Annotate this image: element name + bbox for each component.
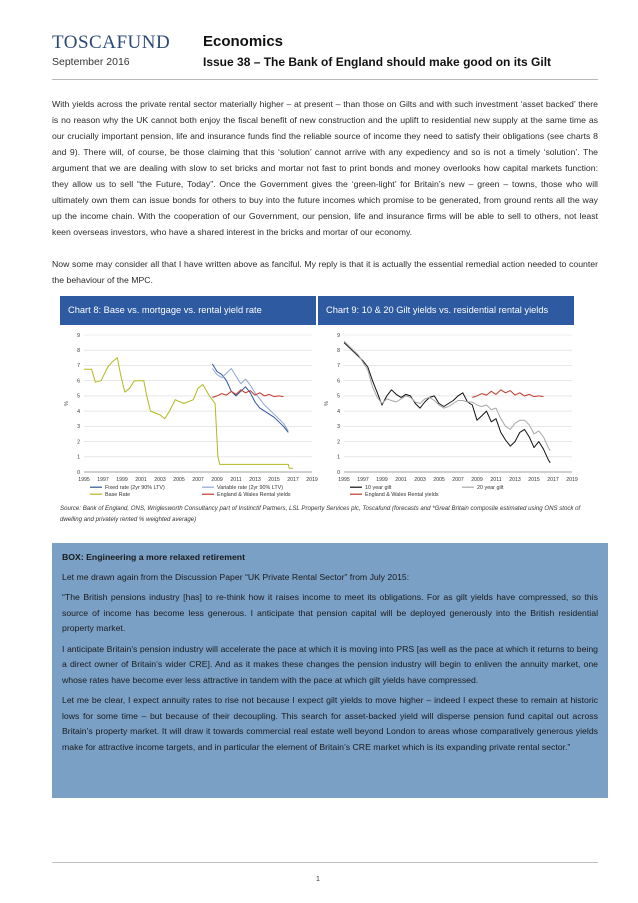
chart9-x-tick-label: 2011 — [490, 477, 502, 483]
chart8-x-tick-label: 1999 — [116, 477, 128, 483]
chart9-y-tick-label: 8 — [337, 348, 340, 355]
chart8-y-tick-label: 7 — [77, 363, 80, 370]
chart8-x-tick-label: 1995 — [78, 477, 90, 483]
chart9-x-tick-label: 2019 — [566, 477, 578, 483]
chart8-x-tick-label: 2003 — [154, 477, 166, 483]
chart8-legend-label: Variable rate (2yr 90% LTV) — [217, 485, 284, 491]
chart8-y-tick-label: 3 — [77, 424, 80, 431]
chart8-x-tick-label: 2009 — [211, 477, 223, 483]
chart8-legend-label: England & Wales Rental yields — [217, 492, 291, 498]
chart8-y-tick-label: 6 — [77, 378, 80, 385]
chart9-series-line-3 — [472, 390, 543, 398]
chart8-y-tick-label: 5 — [77, 393, 80, 400]
box-paragraph: Let me drawn again from the Discussion Paper “UK Private Rental Sector” from July 2015: — [62, 571, 410, 582]
chart8-y-tick-label: 4 — [77, 408, 80, 415]
chart8-y-tick-label: 8 — [77, 348, 80, 355]
chart8-x-tick-label: 2015 — [268, 477, 280, 483]
chart8-x-tick-label: 2017 — [287, 477, 299, 483]
chart8-y-tick-label: 0 — [77, 469, 80, 476]
chart9-y-tick-label: 2 — [337, 439, 340, 446]
chart8-x-tick-label: 2011 — [230, 477, 242, 483]
chart9-y-tick-label: 7 — [337, 363, 340, 370]
chart9-x-tick-label: 2015 — [528, 477, 540, 483]
chart9-legend-label: 10 year gilt — [365, 485, 392, 491]
chart9-x-tick-label: 2017 — [547, 477, 559, 483]
header-rule — [52, 79, 598, 80]
footer-rule — [52, 862, 598, 863]
chart8-series-line-3 — [84, 358, 293, 468]
chart9-x-tick-label: 1997 — [357, 477, 369, 483]
chart9-series-line-1 — [344, 343, 550, 463]
chart9-y-tick-label: 4 — [337, 408, 340, 415]
chart8-legend-label: Fixed rate (2yr 90% LTV) — [105, 485, 165, 491]
chart-source-note: Source: Bank of England, ONS, Wriglesworth Consultancy part of Instinctif Partners, LSL Property Services plc, Toscafund (forecasts and *Great Britain composite estimated using ONS stock of dwelling and privately rented % weighted average) — [60, 505, 581, 523]
box-paragraph: Let me be clear, I expect annuity rates to rise not because I expect gilt yields to move higher – indeed I expect these to remain at historic lows for some time – but because of their decoupling. This search for asset-backed yield will disperse pension fund capital out across Britain’s property market. It will draw it towards commercial real estate well beyond London to areas whose comparatively generous yields make for attractive income targets, and in particular the element of Britain’s CRE market which is its expanding private rental sector.” — [62, 695, 598, 752]
chart8 — [60, 327, 322, 503]
chart9-x-tick-label: 2001 — [395, 477, 407, 483]
chart9-x-tick-label: 2005 — [433, 477, 445, 483]
chart8-series-line-4 — [212, 390, 283, 398]
chart8-y-axis-label: % — [64, 401, 70, 406]
chart9-y-tick-label: 3 — [337, 424, 340, 431]
document-date: September 2016 — [52, 56, 130, 68]
box-title: BOX: Engineering a more relaxed retirement — [62, 552, 245, 562]
chart8-x-tick-label: 2007 — [192, 477, 204, 483]
chart8-x-tick-label: 2005 — [173, 477, 185, 483]
chart9-y-tick-label: 6 — [337, 378, 340, 385]
chart9-y-tick-label: 0 — [337, 469, 340, 476]
document-subtitle: Issue 38 – The Bank of England should make good on its Gilt — [203, 55, 552, 69]
chart8-header: Chart 8: Base vs. mortgage vs. rental yield rate — [60, 296, 316, 325]
chart8-y-tick-label: 9 — [77, 332, 80, 339]
document-title: Economics — [203, 33, 284, 50]
chart8-y-tick-label: 2 — [77, 439, 80, 446]
chart9-header: Chart 9: 10 & 20 Gilt yields vs. residential rental yields — [318, 296, 574, 325]
info-box — [52, 543, 608, 798]
page-number: 1 — [316, 876, 320, 883]
chart8-y-tick-label: 1 — [77, 454, 80, 461]
logo: TOSCAFUND — [52, 32, 171, 53]
chart9-y-axis-label: % — [324, 401, 330, 406]
chart9-x-tick-label: 2003 — [414, 477, 426, 483]
box-paragraph: “The British pensions industry [has] to re-think how it raises income to meet its obligations. For as gilt yields have compressed, so this source of income has become less generous. I anticipate that pension capital will be deployed generously into the British residential property market. — [62, 592, 598, 633]
chart8-x-tick-label: 2013 — [249, 477, 261, 483]
chart9-x-tick-label: 1999 — [376, 477, 388, 483]
chart9-y-tick-label: 5 — [337, 393, 340, 400]
chart8-x-tick-label: 2001 — [135, 477, 147, 483]
chart9-y-tick-label: 9 — [337, 332, 340, 339]
chart9-x-tick-label: 1995 — [338, 477, 350, 483]
chart8-legend-label: Base Rate — [105, 492, 131, 498]
chart8-x-tick-label: 2019 — [306, 477, 318, 483]
chart9-legend-label: 20 year gilt — [477, 485, 504, 491]
chart9-y-tick-label: 1 — [337, 454, 340, 461]
chart9-x-tick-label: 2007 — [452, 477, 464, 483]
chart9-legend-label: England & Wales Rental yields — [365, 492, 439, 498]
chart8-x-tick-label: 1997 — [97, 477, 109, 483]
body-paragraph: With yields across the private rental sector materially higher – at present – than those on Gilts and with such investment ‘asset backed’ there is no reason why the UK cannot both enjoy the fiscal benefit of new construction and the uplift to residential new supply at the same time as our crucially important pension, life and insurance funds find the reliable source of income they need to satisfy their obligations (see charts 8 and 9). There will, of course, be those claiming that this ‘solution’ cannot arrive with any expediency and so is not a timely ‘solution’. The argument that we are dealing with slow to set bricks and mortar not fast to print bonds and money overlooks how capital markets function: they allow us to sell “the Future, Today”. Once the Government gives the ‘green-light’ for Britain’s new – green – towns, those who will ultimately own them can issue bonds for others to buy into the future incomes which promise to be generated, from ground rents all the way up the income chain. With the cooperation of our Government, our pension, life and insurance firms will be able to sell to others, not least keen overseas investors, who have a shared interest in the bricks and mortar of our economy. — [52, 99, 598, 237]
chart9 — [320, 327, 582, 503]
chart9-x-tick-label: 2009 — [471, 477, 483, 483]
chart9-x-tick-label: 2013 — [509, 477, 521, 483]
chart8-series-line-1 — [212, 364, 288, 433]
body-paragraph: Now some may consider all that I have written above as fanciful. My reply is that it is actually the essential remedial action needed to counter the behaviour of the MPC. — [52, 259, 598, 285]
box-paragraph: I anticipate Britain’s pension industry will accelerate the pace at which it is moving into PRS [as well as the pace at which it returns to being a direct owner of Britain’s wider CRE]. And as it makes these changes the pension industry will begin to enliven the annuity market, one whose rates have become ever less attractive in tandem with the pace at which gilt yields have compressed. — [62, 643, 598, 685]
